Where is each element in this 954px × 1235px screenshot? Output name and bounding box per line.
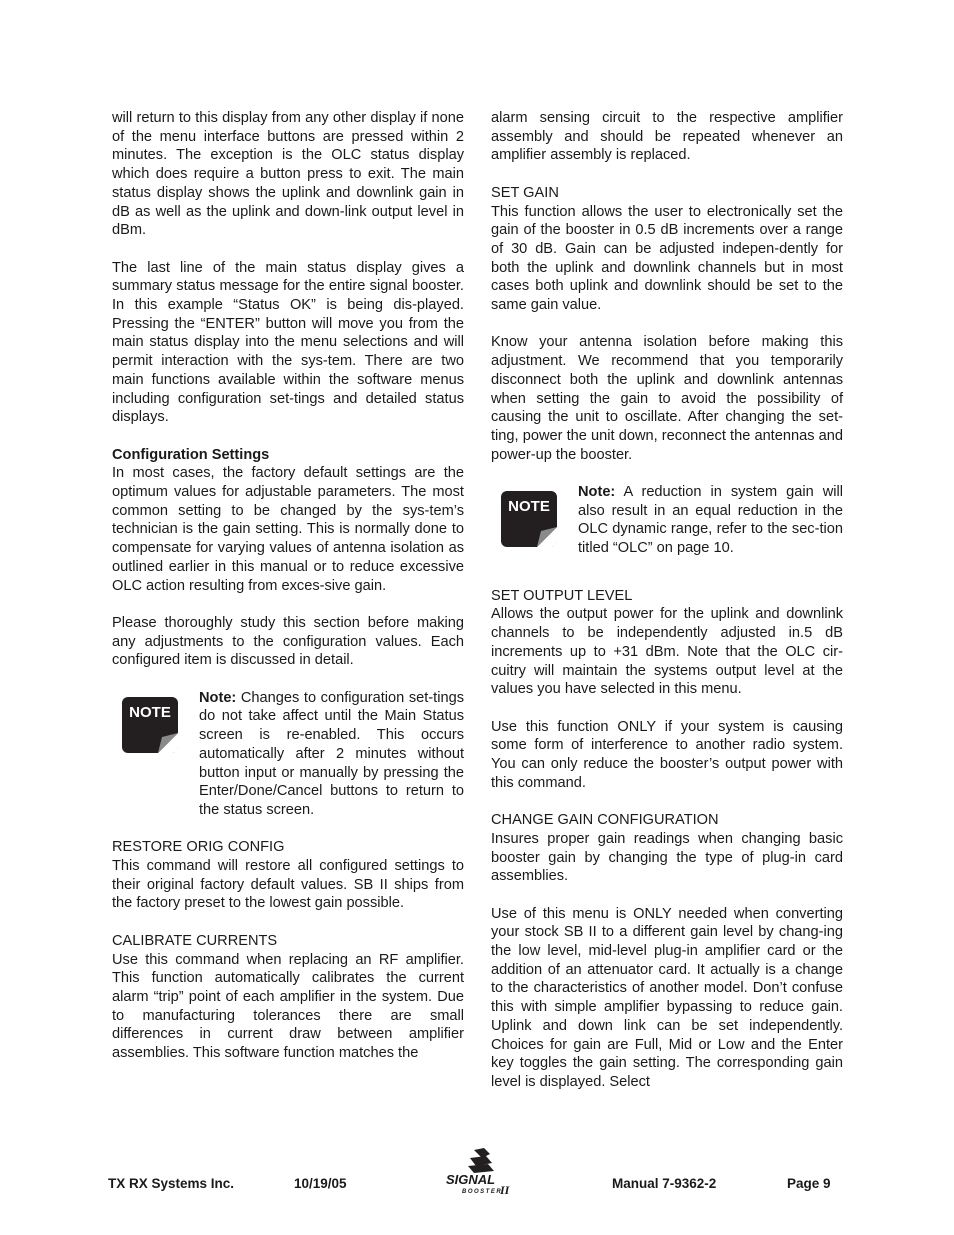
paragraph: The last line of the main status display gives a summary status message for the entire signal booster. In this example “Status OK” is being dis-played. Pressing the “ENTER” button will move you from the main status display into the menu selections and will permit interaction with the sys-tem. There are two main functions available within the software menus including configuration set-tings and detailed status displays. [112, 259, 464, 426]
logo-sub: BOOSTER [462, 1189, 503, 1195]
paragraph: Use of this menu is ONLY needed when converting your stock SB II to a different gain level by chang-ing the low level, mid-level plug-in amplifier card or the addition of an attenuator card. It actually is a change to the characteristics of another model. Don’t confuse this with simple amplifier bypassing to reduce gain. Uplink and down link can be set independently. Choices for gain are Full, Mid or Low and the Enter key toggles the gain setting. The corresponding gain level is displayed. Select [491, 905, 843, 1090]
note-body: Changes to configuration set-tings do not take affect until the Main Status screen is re-enabled. This occurs automatically after 2 minutes without button input or manually by pressing the Enter/Done/Cancel buttons to return to the status screen. [199, 689, 464, 818]
footer-company: TX RX Systems Inc. [108, 1176, 235, 1191]
paragraph: Insures proper gain readings when changing basic booster gain by changing the type of plug-in card assemblies. [491, 830, 843, 885]
paragraph: Use this function ONLY if your system is causing some form of interference to another radio system. You can only reduce the booster’s output power with this command. [491, 718, 843, 791]
section-heading-output-level: SET OUTPUT LEVEL [491, 587, 633, 604]
note-icon-label: NOTE [129, 703, 171, 721]
note-icon [122, 697, 178, 753]
note-body: A reduction in system gain will also result in an equal reduction in the OLC dynamic range, refer to the sec-tion titled “OLC” on page 10. [578, 484, 843, 557]
section-heading-restore: RESTORE ORIG CONFIG [112, 839, 285, 856]
paragraph: In most cases, the factory default settings are the optimum values for adjustable parameters. The most common setting to be changed by the sys-tem’s technician is the gain setting. This is normally done to compensate for varying values of antenna isolation as outlined earlier in this manual or to reduce excessive OLC action resulting from exces-sive gain. [112, 465, 464, 594]
paragraph: Allows the output power for the uplink and downlink channels to be independently adjusted in.5 dB increments up to +31 dBm. Note that the OLC cir-cuitry will maintain the systems output level at the values you have selected in this menu. [491, 606, 843, 698]
note-callout [112, 689, 464, 820]
footer-date: 10/19/05 [294, 1176, 347, 1191]
section-heading-configuration: Configuration Settings [112, 446, 270, 463]
note-callout [491, 483, 843, 568]
paragraph: Know your antenna isolation before making this adjustment. We recommend that you temporarily disconnect both the uplink and downlink antennas when setting the gain to avoid the possibility of causing the unit to oscillate. After changing the set-ting, power the unit down, reconnect the antennas and power-up the booster. [491, 334, 843, 463]
section-heading-calibrate: CALIBRATE CURRENTS [112, 932, 278, 949]
right-column [491, 109, 843, 1110]
note-icon-label: NOTE [508, 498, 550, 516]
paragraph: Please thoroughly study this section before making any adjustments to the configuration values. Each configured item is discussed in detail. [112, 614, 464, 669]
page-footer [0, 1173, 954, 1203]
note-lead: Note: [578, 484, 616, 501]
paragraph: This command will restore all configured settings to their original factory default values. SB II ships from the factory preset to the lowest gain possible. [112, 858, 464, 912]
paragraph: alarm sensing circuit to the respective amplifier assembly and should be repeated whenever an amplifier assembly is replaced. [491, 110, 843, 164]
paragraph: This function allows the user to electronically set the gain of the booster in 0.5 dB increments over a range of 30 dB. Gain can be adjusted indepen-dently for both the uplink and downlink channels but in most cases both uplink and downlink should be set to the same gain value. [491, 203, 843, 314]
footer-manual: Manual 7-9362-2 [612, 1176, 717, 1191]
note-icon [501, 491, 557, 547]
left-column [112, 109, 464, 1081]
note-lead: Note: [199, 689, 237, 706]
logo-numeral: II [500, 1183, 510, 1196]
paragraph: Use this command when replacing an RF amplifier. This function automatically calibrates the current alarm “trip” point of each amplifier in the system. Due to manufacturing tolerances there are small differences in current draw between amplifier assemblies. This software function matches the [112, 951, 464, 1062]
section-heading-set-gain: SET GAIN [491, 184, 559, 201]
footer-page-number: Page 9 [787, 1176, 831, 1191]
logo-word: SIGNAL [446, 1172, 496, 1187]
paragraph: will return to this display from any other display if none of the menu interface buttons are pressed within 2 minutes. The exception is the OLC status display which does require a button press to exit. The main status display shows the uplink and downlink gain in dB as well as the uplink and down-link output level in dBm. [112, 110, 464, 239]
section-heading-change-gain: CHANGE GAIN CONFIGURATION [491, 812, 719, 829]
